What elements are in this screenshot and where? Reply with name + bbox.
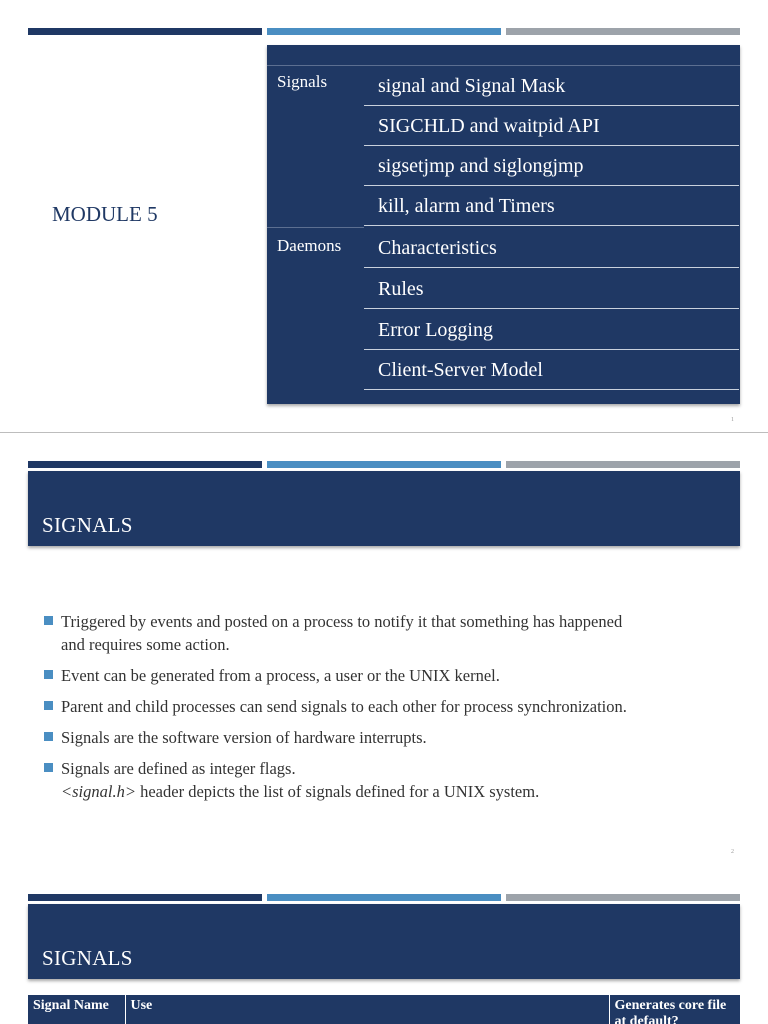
toc-item: Characteristics <box>364 228 739 268</box>
stripe-blue <box>267 28 501 35</box>
stripe-blue <box>267 894 501 901</box>
bullet-marker <box>44 670 53 679</box>
bullet-item: Signals are defined as integer flags. <signal.h> header depicts the list of signals defined for a UNIX system. <box>44 757 734 803</box>
toc-group-signals: Signals <box>277 72 328 91</box>
header-file-name: <signal.h> <box>61 782 136 801</box>
toc-table <box>267 45 740 404</box>
toc-item: signal and Signal Mask <box>364 66 739 106</box>
module-title: MODULE 5 <box>52 202 158 226</box>
stripe-gray <box>506 461 740 468</box>
title-bar <box>28 471 740 546</box>
toc-group-daemons: Daemons <box>277 236 342 255</box>
stripe-gray <box>506 894 740 901</box>
slide-1 <box>0 0 768 432</box>
signals-table <box>28 995 740 1024</box>
stripe-gray <box>506 28 740 35</box>
stripe-navy <box>28 894 262 901</box>
stripe-blue <box>267 461 501 468</box>
stripe-navy <box>28 461 262 468</box>
column-header-signal-name: Signal Name <box>28 995 125 1024</box>
column-header-use: Use <box>125 995 609 1024</box>
slide-2 <box>0 433 768 865</box>
toc-divider <box>267 227 364 228</box>
slide-number: 1 <box>731 417 734 423</box>
column-header-core-file: Generates core file at default? <box>609 995 740 1024</box>
stripe-navy <box>28 28 262 35</box>
slide-title: SIGNALS <box>42 946 133 970</box>
header-stripes <box>28 894 740 902</box>
toc-item: sigsetjmp and siglongjmp <box>364 146 739 186</box>
bullet-item: Triggered by events and posted on a process to notify it that something has happened and requires some action. <box>44 610 734 656</box>
bullet-item: Event can be generated from a process, a user or the UNIX kernel. <box>44 664 734 687</box>
slide-number: 2 <box>731 849 734 855</box>
toc-item: Rules <box>364 269 739 309</box>
toc-item: Client-Server Model <box>364 350 739 390</box>
bullet-list <box>44 610 734 811</box>
header-stripes <box>28 461 740 469</box>
bullet-marker <box>44 763 53 772</box>
title-bar <box>28 904 740 979</box>
bullet-marker <box>44 701 53 710</box>
toc-item: Error Logging <box>364 310 739 350</box>
bullet-item: Signals are the software version of hardware interrupts. <box>44 726 734 749</box>
toc-item: SIGCHLD and waitpid API <box>364 106 739 146</box>
bullet-marker <box>44 616 53 625</box>
slide-3 <box>0 866 768 1024</box>
table-header-row <box>28 995 740 1024</box>
toc-item: kill, alarm and Timers <box>364 186 739 226</box>
slide-title: SIGNALS <box>42 513 133 537</box>
bullet-item: Parent and child processes can send signals to each other for process synchronization. <box>44 695 734 718</box>
header-stripes <box>28 28 740 36</box>
bullet-marker <box>44 732 53 741</box>
